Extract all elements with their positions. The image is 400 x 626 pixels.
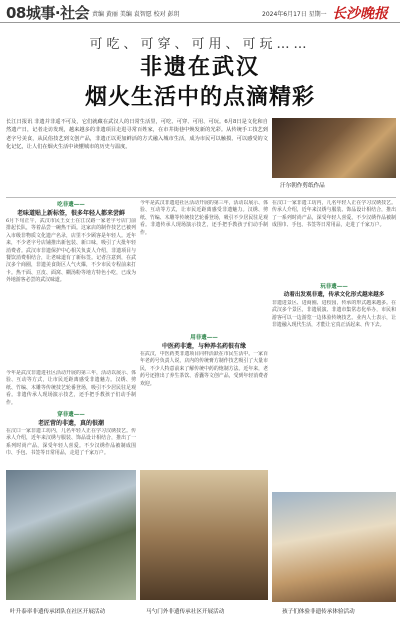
photo4-caption: 孩子们体验非遗传承体验活动 [282,609,355,615]
section-tag-use: 用非遗—— [190,335,218,341]
article-column-2b: 在武汉，中医药类非遗项目同样活跃在市民生活中。一家百年老药号负责人说，店内的传统膏方制作技艺吸引了大量市民，不少人特意前来了解传统中药的炮制方法。近年来，老药号还推出了养生茶饮、香囊等文创产品，受到年轻消费者欢迎。 [140,351,268,387]
masthead-logo: 长沙晚报 [332,6,388,22]
photo3-caption: 马勺门外非遗传承社区开展活动 [146,609,225,615]
section-tag-wear: 穿非遗—— [57,412,85,418]
article-column-3b: 非遗进景区、进商圈、进校园，传承的形式越来越多。在武汉多个景区，非遗展演、非遗市集常态化举办，市民和游客可以一边游览一边体验传统技艺。业内人士表示，让非遗融入现代生活，才能让它真正活起来、传下去。 [272,300,396,329]
section-tag-play: 玩非遗—— [320,284,348,290]
section-title-eat: 老味道贴上新标签，很多年轻人都来尝鲜 [16,210,125,217]
article-column-1b: 今年是武汉非遗进社区活动开展的第三年，活动以展示、体验、互动等方式，让市民近距离感受非遗魅力。汉绣、剪纸、竹编、木雕等传统技艺轮番登场，吸引不少居民驻足观看。非遗传承人现场演示技艺，还手把手教孩子们动手制作。 [6,370,136,406]
page-header [0,0,400,23]
section-title: 08城事·社会 [6,4,90,22]
article-column-2: 今年是武汉非遗进社区活动开展的第三年，活动以展示、体验、互动等方式，让市民近距离感受非遗魅力。汉绣、剪纸、竹编、木雕等传统技艺轮番登场，吸引不少居民驻足观看。非遗传承人现场演示技艺，还手把手教孩子们动手制作。 [140,200,268,236]
divider [6,197,396,198]
photo2-caption: 叶升泰率非遗传承团队在社区开展活动 [10,609,106,615]
photo-children-experience [272,492,396,602]
article-column-3: 在汉口一家非遗工坊内，几名年轻人正在学习汉绣技艺。传承人介绍，近年来汉绣与服装、饰品设计相结合，推出了一系列时尚产品，深受年轻人喜爱。不少汉绣作品被制成围巾、手包、书签等日常用品，走进了千家万户。 [272,200,396,229]
headline-line-2: 烟火生活中的点滴精彩 [84,85,315,110]
headline-line-1: 非遗在武汉 [139,55,260,80]
article-column-1c: 在汉口一家非遗工坊内，几名年轻人正在学习汉绣技艺。传承人介绍，近年来汉绣与服装、饰品设计相结合，推出了一系列时尚产品，深受年轻人喜爱。不少汉绣作品被制成围巾、手包、书签等日常用品，走进了千家万户。 [6,428,136,457]
photo-community-event [140,470,268,600]
photo1-caption: 汗尔朝作剪纸作品 [280,183,325,189]
editors-credit: 责编 黄丽 美编 袁智愿 校对 彭玥 [92,11,180,18]
article-column-1: 6月下旬正午，武汉市民王女士在江汉路一家老字号店门前排起长队，等着品尝一碗热干面。这家店的制作技艺已被列入市级非物质文化遗产名录，店里不少顾客是年轻人。近年来，不少老字号店铺推出新包装、新口味，吸引了大批年轻消费者。武汉市非遗保护中心相关负责人介绍，非遗项目与餐饮消费相结合，让老味道有了新标签。记者注意到，在武汉多个商圈，非遗美食街区人气火爆，不少市民专程前来打卡。热干面、豆皮、面窝、糊汤粉等地方特色小吃，已成为外地游客必尝的武汉味道。 [6,218,136,284]
lede-paragraph: 长江日报讯 非遗并非遥不可及，它们就藏在武汉人的日常生活里，可吃、可穿、可用、可玩。6月8日是文化和自然遗产日，记者走访发现，越来越多的非遗项目走进寻常百姓家，在市井街巷中焕发新的光彩。从传统手工技艺到老字号美食，从民俗技艺到文创产品，非遗正以更加鲜活的方式融入城市生活，成为市民可以触摸、可以感受的文化记忆，让人们在烟火生活中读懂城市的历史与温度。 [6,119,268,151]
section-title-use: 中医药非遗，与种养名药很有缘 [161,343,246,350]
issue-date: 2024年6月17日 星期一 [262,11,327,18]
section-title-play: 动着出发观非遗，传承文化形式越来越多 [283,292,385,298]
headline-kicker: 可吃、可穿、可用、可玩…… [89,37,311,52]
section-tag-eat: 吃非遗—— [57,202,85,208]
section-title-wear: 老匠营的非遗，真的很潮 [37,420,104,427]
photo-community-activity [6,470,136,600]
photo-papercut [272,118,396,178]
